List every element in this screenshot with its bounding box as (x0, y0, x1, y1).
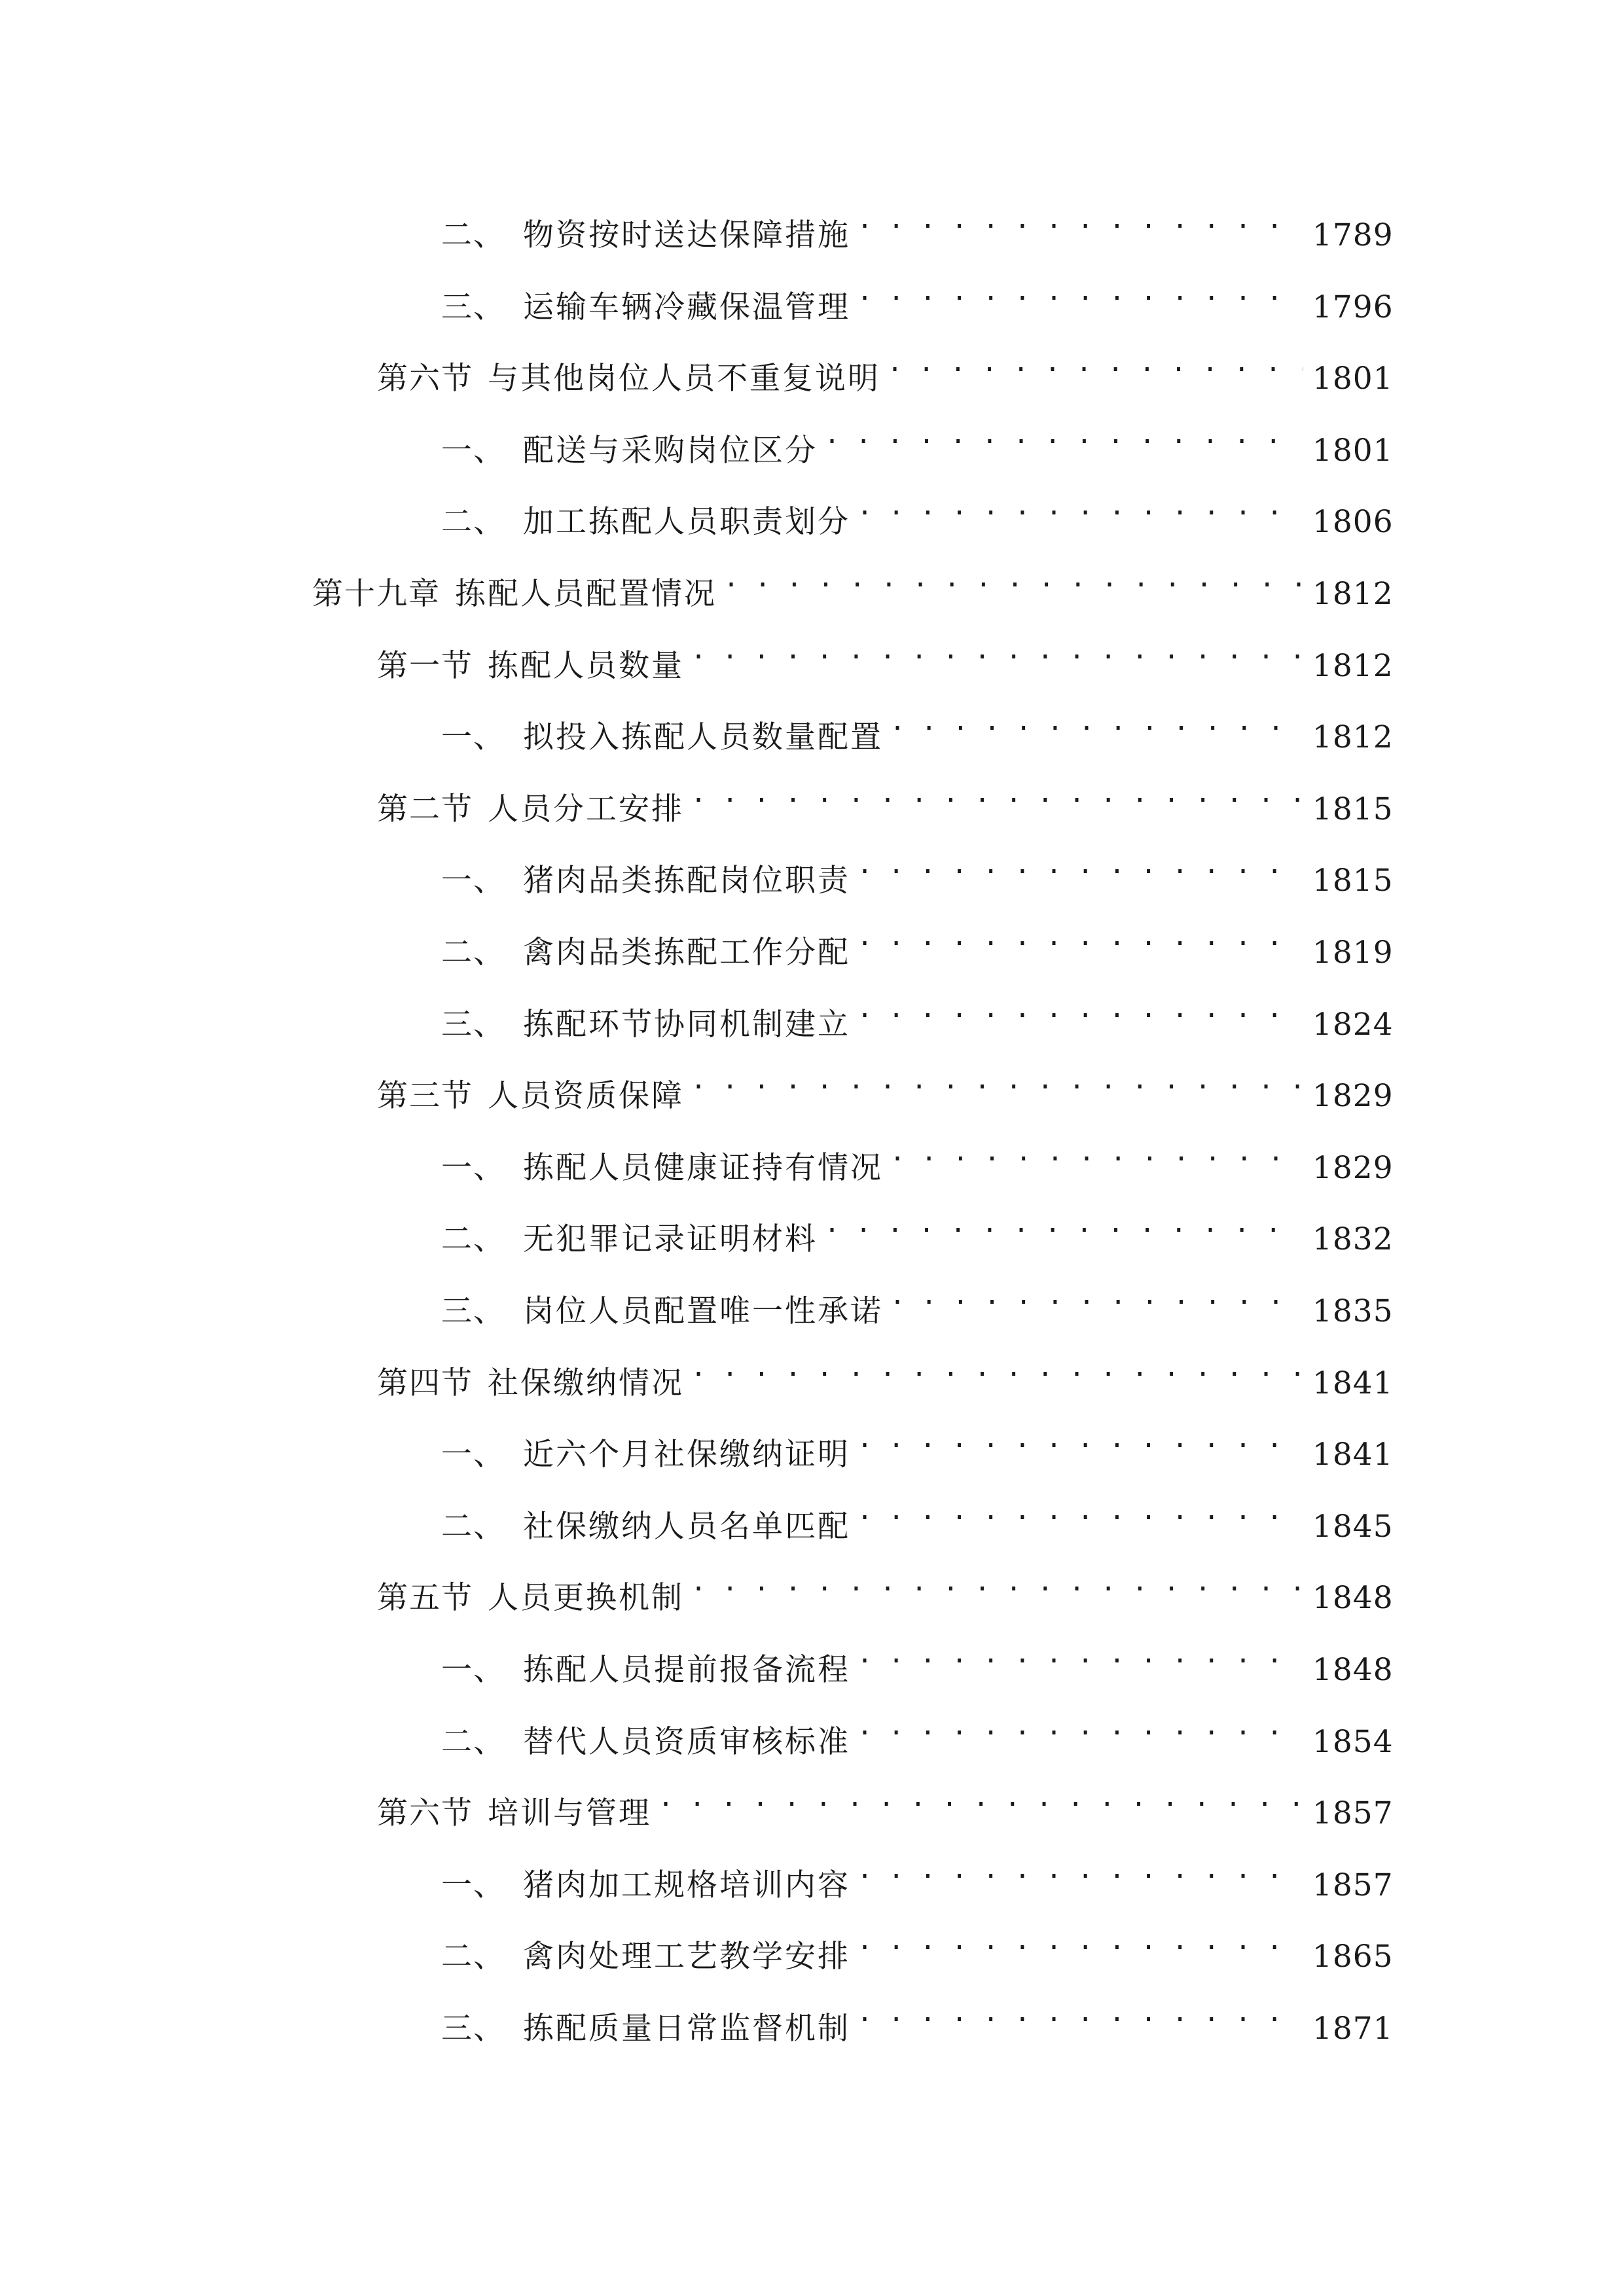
toc-entry-title: 拣配质量日常监督机制 (523, 2011, 850, 2047)
toc-entry-title: 人员更换机制 (488, 1580, 684, 1616)
toc-dot-leader (691, 767, 1303, 819)
toc-page-number: 1871 (1312, 2011, 1394, 2047)
toc-entry-title: 物资按时送达保障措施 (523, 217, 850, 253)
toc-dot-leader (890, 1269, 1303, 1321)
toc-page-number: 1848 (1312, 1652, 1394, 1688)
toc-entry-title: 社保缴纳人员名单匹配 (523, 1509, 850, 1545)
toc-dot-leader (857, 1628, 1303, 1680)
toc-page-number: 1819 (1312, 935, 1394, 971)
toc-dot-leader (857, 480, 1303, 532)
toc-subsection-entry[interactable] (441, 1126, 1394, 1186)
toc-subsection-entry[interactable] (441, 695, 1394, 755)
toc-page-number: 1857 (1312, 1795, 1394, 1831)
toc-subsection-entry[interactable] (441, 982, 1394, 1043)
toc-page-number: 1854 (1312, 1724, 1394, 1760)
toc-entry-title: 拟投入拣配人员数量配置 (523, 719, 883, 755)
toc-dot-leader (887, 336, 1303, 389)
toc-page-number: 1801 (1312, 361, 1394, 397)
toc-entry-number: 二、 (441, 504, 505, 540)
toc-dot-leader (824, 1197, 1303, 1249)
toc-page-number: 1829 (1312, 1150, 1394, 1186)
toc-entry-number: 第十九章 (312, 576, 441, 612)
toc-page-number: 1815 (1312, 791, 1394, 827)
toc-page-number: 1824 (1312, 1007, 1394, 1043)
toc-entry-number: 一、 (441, 1437, 505, 1473)
toc-subsection-entry[interactable] (441, 1843, 1394, 1903)
toc-page-number: 1841 (1312, 1365, 1394, 1401)
toc-dot-leader (857, 1914, 1303, 1967)
toc-entry-number: 一、 (441, 433, 505, 469)
toc-dot-leader (857, 1484, 1303, 1537)
toc-dot-leader (890, 695, 1303, 747)
toc-subsection-entry[interactable] (441, 408, 1394, 469)
toc-dot-leader (691, 624, 1303, 676)
toc-dot-leader (691, 1054, 1303, 1106)
toc-entry-title: 拣配人员数量 (488, 648, 684, 684)
toc-page-number: 1829 (1312, 1078, 1394, 1114)
toc-entry-number: 第二节 (377, 791, 473, 827)
toc-dot-leader (857, 1986, 1303, 2039)
toc-entry-title: 人员分工安排 (488, 791, 684, 827)
toc-entry-title: 加工拣配人员职责划分 (523, 504, 850, 540)
toc-entry-number: 一、 (441, 719, 505, 755)
toc-dot-leader (691, 1556, 1303, 1608)
toc-entry-number: 二、 (441, 1221, 505, 1257)
toc-page-number: 1801 (1312, 433, 1394, 469)
toc-entry-title: 猪肉加工规格培训内容 (523, 1867, 850, 1903)
toc-page-number: 1832 (1312, 1221, 1394, 1257)
toc-dot-leader (857, 193, 1303, 245)
toc-entry-title: 人员资质保障 (488, 1078, 684, 1114)
toc-entry-title: 禽肉处理工艺教学安排 (523, 1939, 850, 1975)
toc-page-number: 1845 (1312, 1509, 1394, 1545)
toc-entry-number: 第六节 (377, 1795, 473, 1831)
toc-dot-leader (658, 1771, 1303, 1823)
toc-dot-leader (857, 982, 1303, 1035)
toc-page-number: 1865 (1312, 1939, 1394, 1975)
toc-entry-title: 禽肉品类拣配工作分配 (523, 935, 850, 971)
toc-page-number: 1812 (1312, 648, 1394, 684)
toc-section-entry[interactable] (377, 1341, 1394, 1401)
toc-page-number: 1815 (1312, 863, 1394, 899)
toc-dot-leader (824, 408, 1303, 461)
toc-entry-number: 第一节 (377, 648, 473, 684)
toc-subsection-entry[interactable] (441, 1628, 1394, 1688)
toc-subsection-entry[interactable] (441, 1484, 1394, 1545)
toc-subsection-entry[interactable] (441, 1914, 1394, 1975)
toc-page-number: 1789 (1312, 217, 1394, 253)
toc-subsection-entry[interactable] (441, 480, 1394, 540)
toc-dot-leader (857, 838, 1303, 891)
toc-entry-number: 第三节 (377, 1078, 473, 1114)
toc-section-entry[interactable] (377, 1771, 1394, 1831)
toc-subsection-entry[interactable] (441, 838, 1394, 899)
toc-entry-number: 三、 (441, 1293, 505, 1329)
toc-subsection-entry[interactable] (441, 1986, 1394, 2047)
toc-entry-title: 拣配人员提前报备流程 (523, 1652, 850, 1688)
toc-subsection-entry[interactable] (441, 193, 1394, 253)
toc-page-number: 1841 (1312, 1437, 1394, 1473)
toc-section-entry[interactable] (377, 336, 1394, 397)
toc-subsection-entry[interactable] (441, 910, 1394, 971)
toc-dot-leader (857, 1700, 1303, 1752)
toc-dot-leader (857, 1843, 1303, 1895)
toc-subsection-entry[interactable] (441, 1269, 1394, 1329)
toc-section-entry[interactable] (377, 1054, 1394, 1114)
toc-entry-title: 替代人员资质审核标准 (523, 1724, 850, 1760)
toc-dot-leader (857, 1412, 1303, 1465)
toc-page-number: 1857 (1312, 1867, 1394, 1903)
toc-entry-number: 一、 (441, 863, 505, 899)
toc-entry-number: 第四节 (377, 1365, 473, 1401)
toc-entry-number: 二、 (441, 1509, 505, 1545)
toc-page-number: 1812 (1312, 576, 1394, 612)
toc-entry-title: 培训与管理 (488, 1795, 651, 1831)
toc-subsection-entry[interactable] (441, 265, 1394, 325)
toc-section-entry[interactable] (377, 767, 1394, 827)
toc-entry-title: 拣配环节协同机制建立 (523, 1007, 850, 1043)
toc-dot-leader (723, 552, 1303, 604)
toc-dot-leader (857, 910, 1303, 963)
toc-subsection-entry[interactable] (441, 1197, 1394, 1257)
toc-page-number: 1796 (1312, 289, 1394, 325)
toc-page-number: 1812 (1312, 719, 1394, 755)
toc-section-entry[interactable] (377, 1556, 1394, 1616)
toc-entry-title: 猪肉品类拣配岗位职责 (523, 863, 850, 899)
toc-entry-number: 二、 (441, 1939, 505, 1975)
toc-entry-number: 二、 (441, 935, 505, 971)
toc-entry-number: 三、 (441, 289, 505, 325)
toc-entry-number: 一、 (441, 1150, 505, 1186)
toc-entry-number: 一、 (441, 1652, 505, 1688)
toc-entry-number: 第五节 (377, 1580, 473, 1616)
toc-entry-title: 拣配人员健康证持有情况 (523, 1150, 883, 1186)
toc-entry-number: 第六节 (377, 361, 473, 397)
toc-entry-title: 配送与采购岗位区分 (523, 433, 818, 469)
toc-entry-number: 三、 (441, 1007, 505, 1043)
toc-entry-title: 社保缴纳情况 (488, 1365, 684, 1401)
toc-entry-title: 近六个月社保缴纳证明 (523, 1437, 850, 1473)
toc-entry-number: 三、 (441, 2011, 505, 2047)
toc-entry-number: 二、 (441, 217, 505, 253)
toc-entry-title: 无犯罪记录证明材料 (523, 1221, 818, 1257)
toc-dot-leader (691, 1341, 1303, 1393)
toc-entry-title: 与其他岗位人员不重复说明 (488, 361, 880, 397)
toc-entry-number: 一、 (441, 1867, 505, 1903)
toc-entry-number: 二、 (441, 1724, 505, 1760)
toc-dot-leader (890, 1126, 1303, 1178)
toc-section-entry[interactable] (377, 624, 1394, 684)
toc-subsection-entry[interactable] (441, 1412, 1394, 1473)
toc-dot-leader (857, 265, 1303, 317)
toc-page-number: 1848 (1312, 1580, 1394, 1616)
toc-chapter-entry[interactable] (312, 552, 1394, 612)
toc-page-number: 1806 (1312, 504, 1394, 540)
toc-entry-title: 运输车辆冷藏保温管理 (523, 289, 850, 325)
toc-subsection-entry[interactable] (441, 1700, 1394, 1760)
toc-entry-title: 拣配人员配置情况 (455, 576, 717, 612)
toc-page-number: 1835 (1312, 1293, 1394, 1329)
toc-entry-title: 岗位人员配置唯一性承诺 (523, 1293, 883, 1329)
